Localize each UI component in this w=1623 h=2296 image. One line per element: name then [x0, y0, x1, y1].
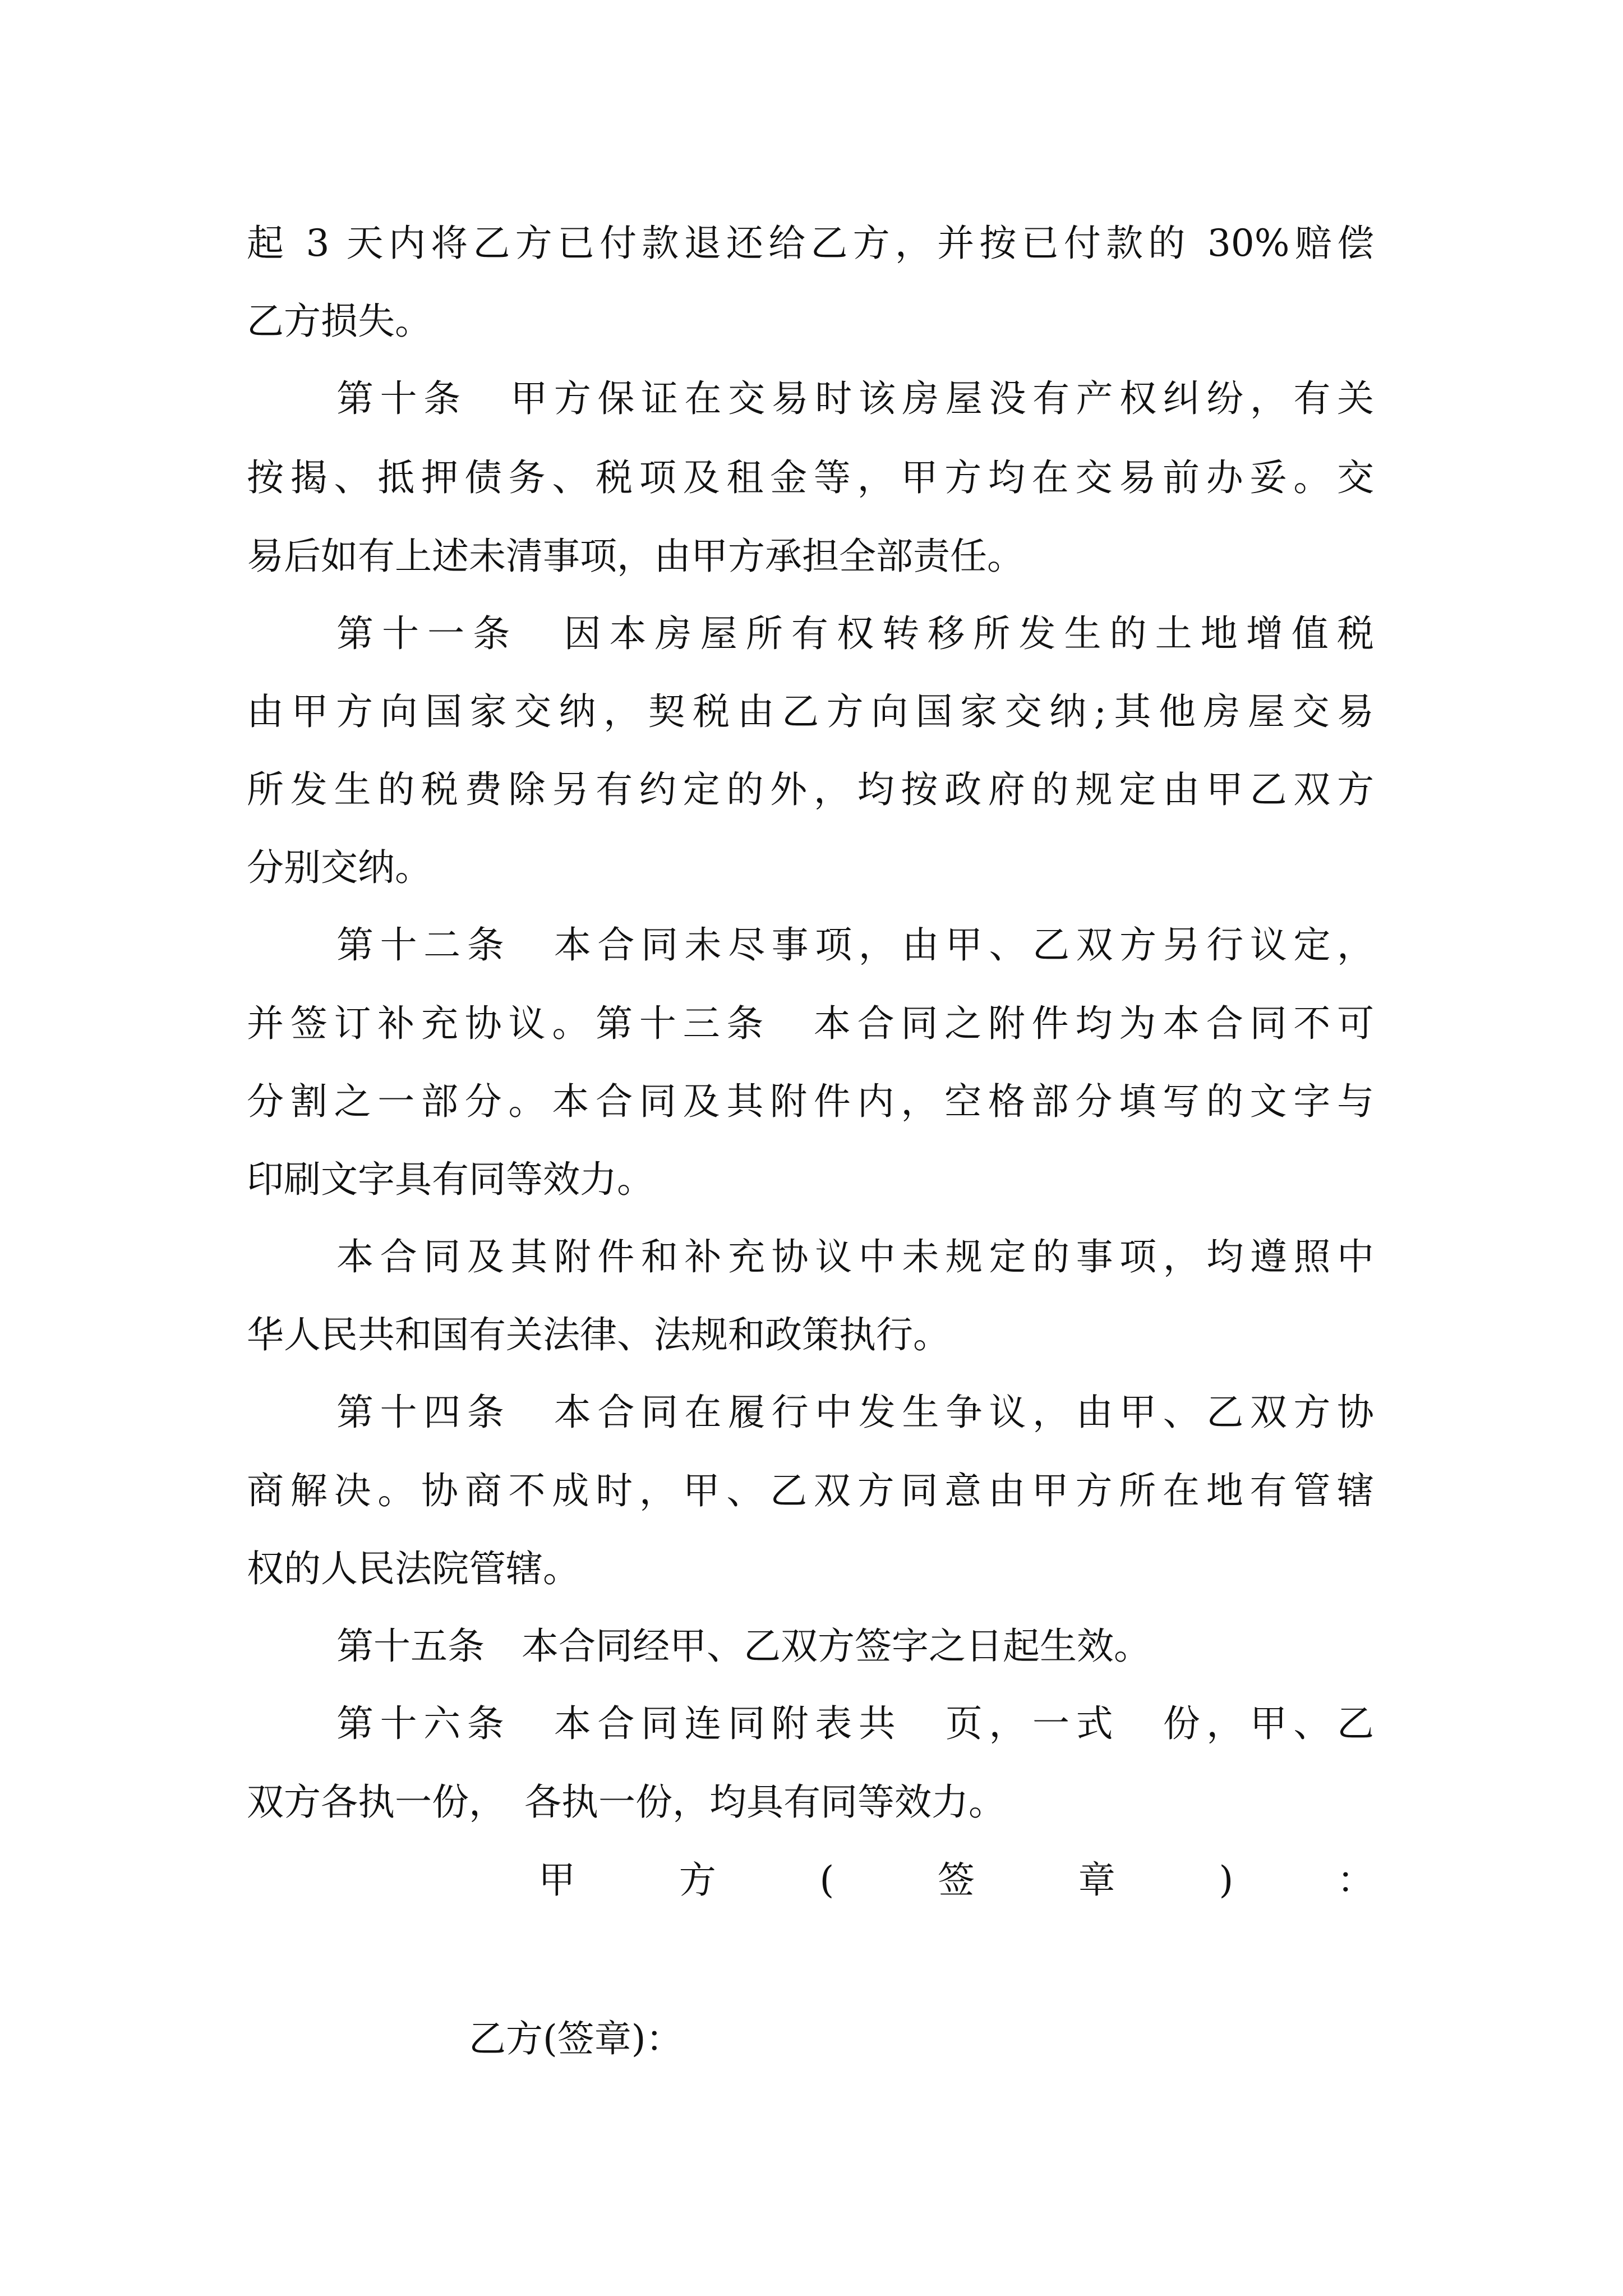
text-line: 乙方损失。	[247, 300, 432, 343]
text-line: 分别交纳。	[247, 846, 432, 889]
clause-16-line: 第十六条 本合同连同附表共 页，一式 份，甲、乙	[336, 1702, 1374, 1745]
text-line: 所发生的税费除另有约定的外，均按政府的规定由甲乙双方	[247, 768, 1374, 811]
text-line: 起 3 天内将乙方已付款退还给乙方，并按已付款的 30%赔偿	[247, 222, 1374, 265]
text-line: 并签订补充协议。第十三条 本合同之附件均为本合同不可	[247, 1002, 1374, 1045]
text-line: 按揭、抵押债务、税项及租金等，甲方均在交易前办妥。交	[247, 456, 1374, 499]
text-line: 由甲方向国家交纳，契税由乙方向国家交纳;其他房屋交易	[247, 690, 1374, 733]
text-line: 商解决。协商不成时，甲、乙双方同意由甲方所在地有管辖	[247, 1469, 1374, 1512]
text-line: 印刷文字具有同等效力。	[247, 1158, 654, 1201]
text-line: 双方各执一份， 各执一份，均具有同等效力。	[247, 1780, 1006, 1824]
text-line: 易后如有上述未清事项，由甲方承担全部责任。	[247, 535, 1024, 578]
paragraph-line: 本合同及其附件和补充协议中未规定的事项，均遵照中	[336, 1235, 1374, 1278]
party-a-signature-label: 甲方(签章)：	[538, 1858, 1374, 1902]
clause-11-line: 第十一条 因本房屋所有权转移所发生的土地增值税	[336, 612, 1374, 655]
text-line: 分割之一部分。本合同及其附件内，空格部分填写的文字与	[247, 1080, 1374, 1123]
party-b-signature-label: 乙方(签章)：	[469, 2017, 683, 2060]
clause-10-line: 第十条 甲方保证在交易时该房屋没有产权纠纷，有关	[336, 377, 1374, 420]
clause-14-line: 第十四条 本合同在履行中发生争议，由甲、乙双方协	[336, 1391, 1374, 1434]
clause-12-line: 第十二条 本合同未尽事项，由甲、乙双方另行议定，	[336, 923, 1374, 967]
text-line: 权的人民法院管辖。	[247, 1547, 580, 1590]
text-line: 华人民共和国有关法律、法规和政策执行。	[247, 1313, 950, 1356]
clause-15-line: 第十五条 本合同经甲、乙双方签字之日起生效。	[336, 1625, 1151, 1668]
